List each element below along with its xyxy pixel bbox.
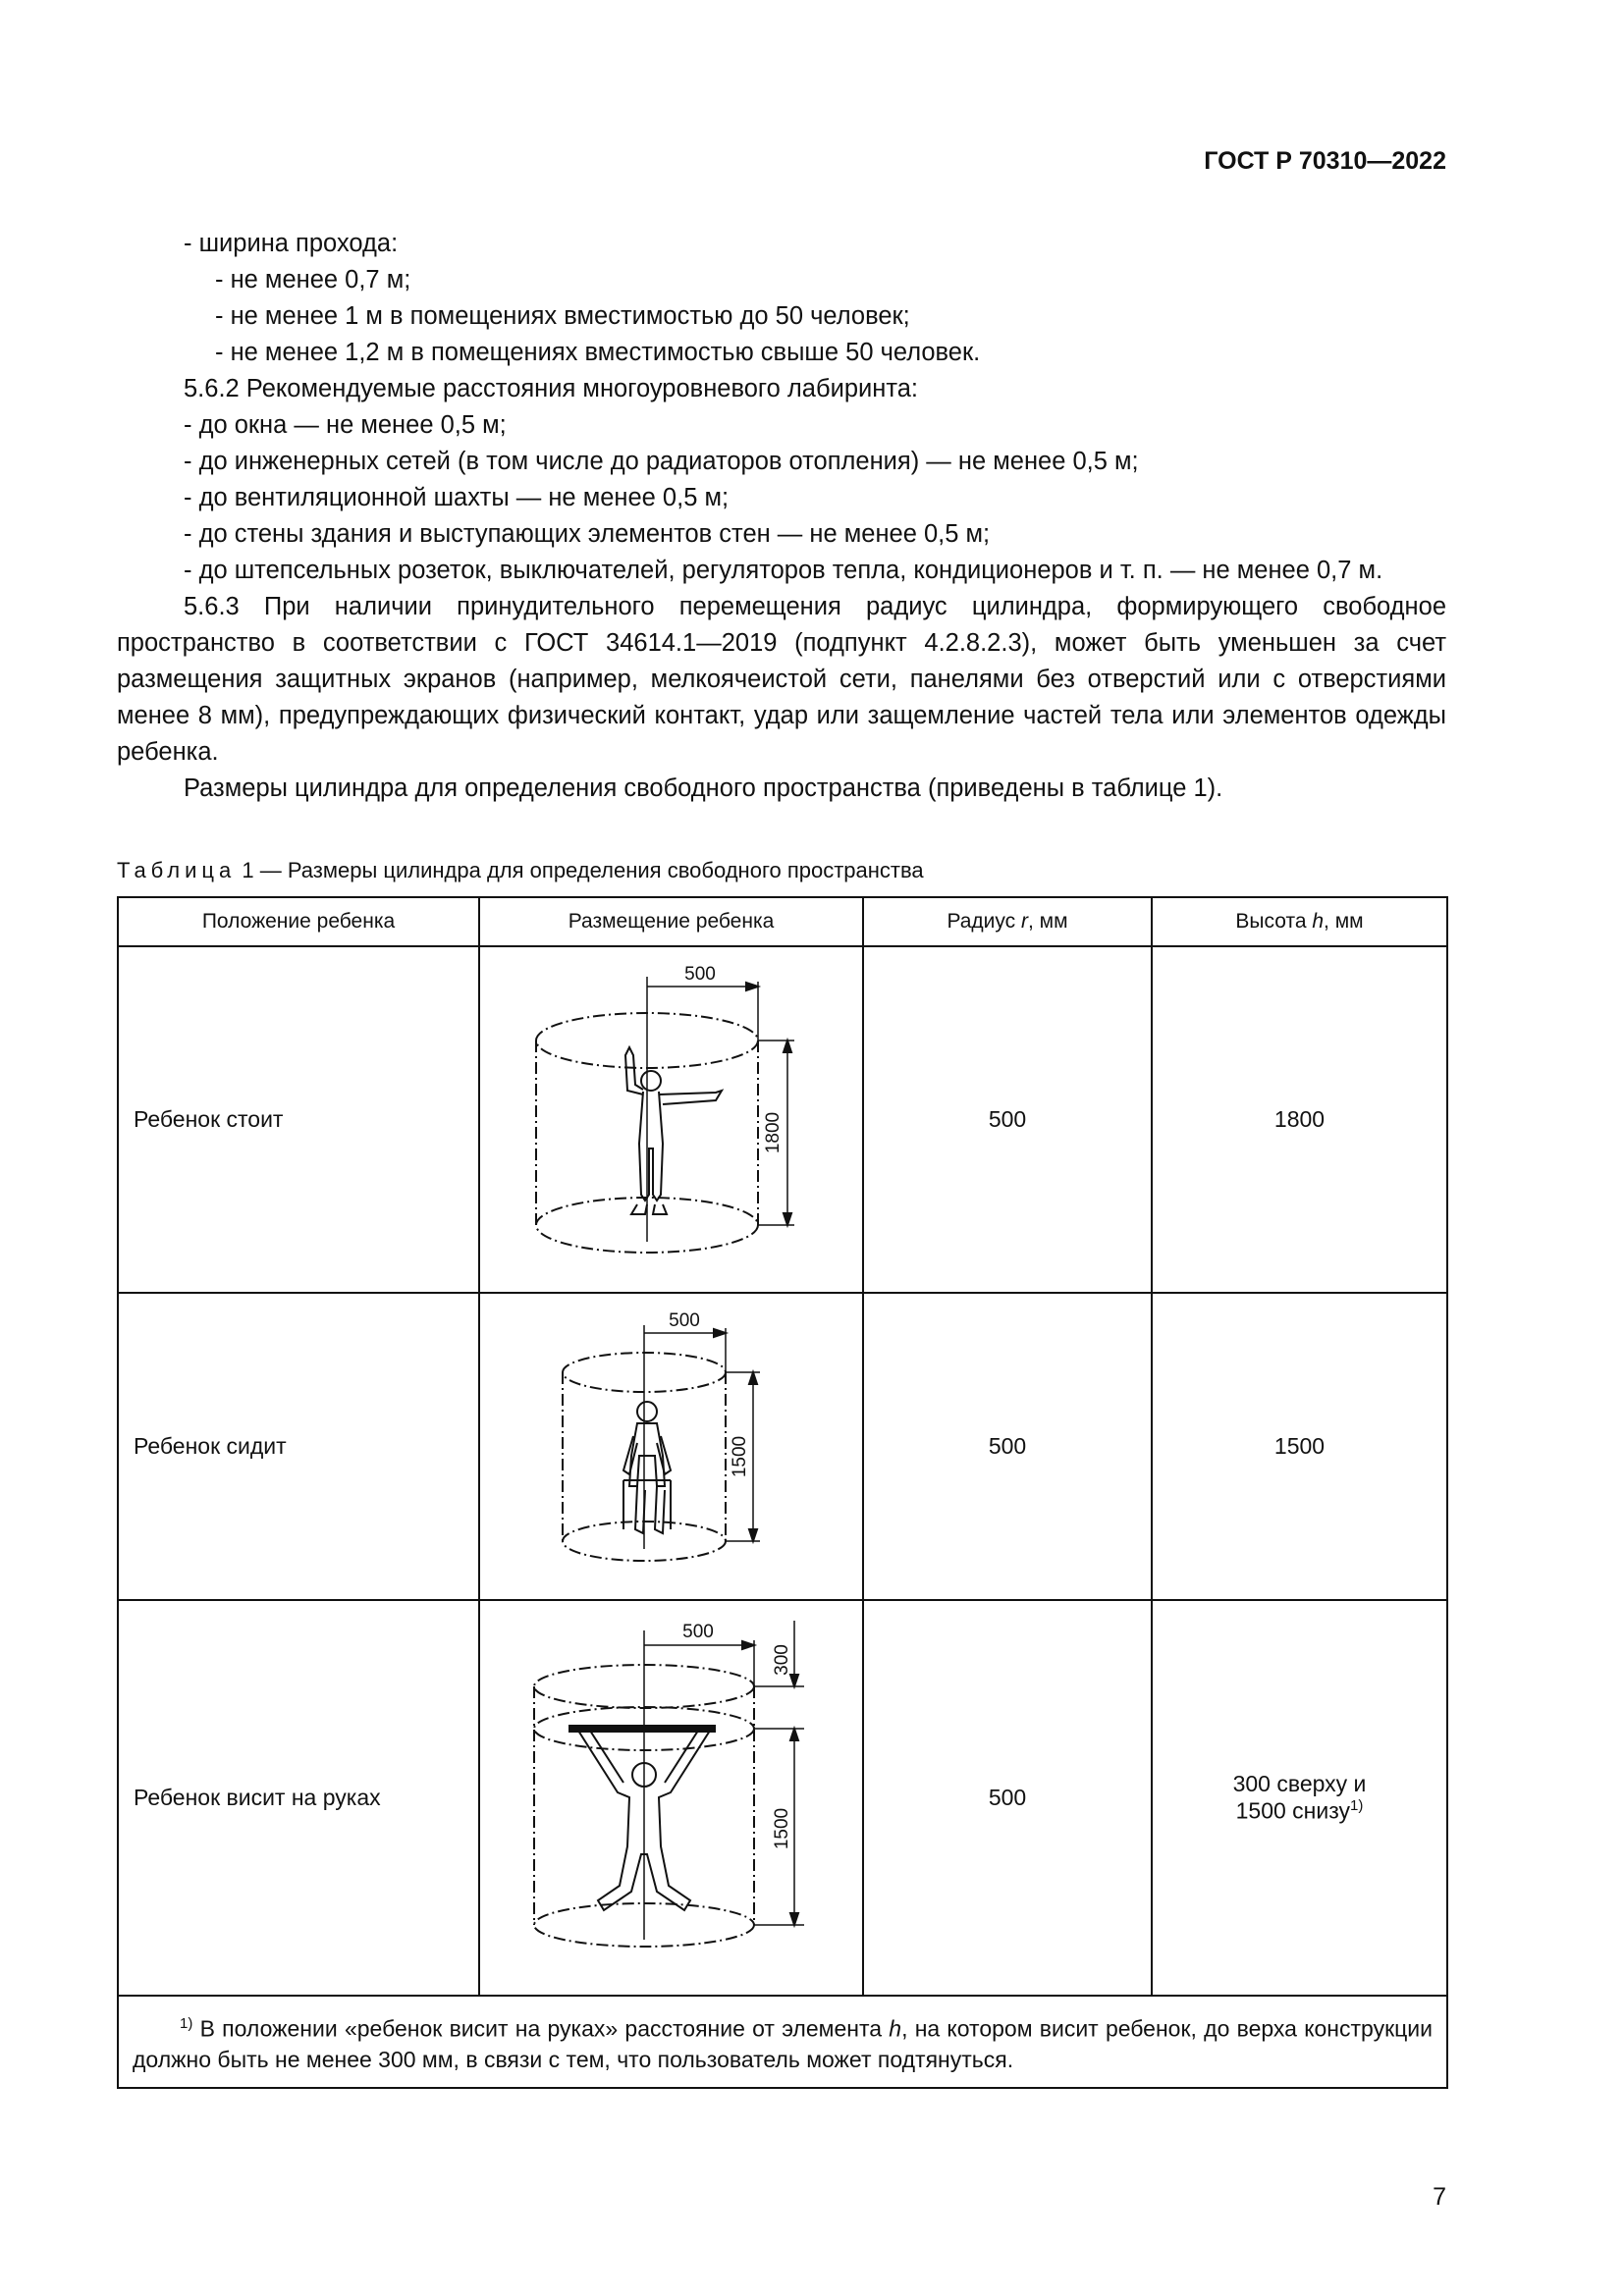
height-line-1: 300 сверху и	[1232, 1771, 1367, 1797]
cell-placement	[479, 1600, 863, 1996]
table-caption	[117, 858, 924, 883]
cell-radius: 500	[863, 1293, 1152, 1600]
table-row	[118, 1600, 1447, 1996]
dim-height-label: 1800	[763, 1111, 784, 1154]
list-item: - ширина прохода:	[184, 230, 399, 257]
cell-height: 1500	[1152, 1293, 1447, 1600]
table-caption-text: 1 — Размеры цилиндра для определения свободного пространства	[242, 858, 924, 882]
cell-position: Ребенок стоит	[118, 946, 479, 1293]
table-row	[118, 946, 1447, 1293]
cell-position: Ребенок сидит	[118, 1293, 479, 1600]
standing-child-cylinder-diagram	[480, 947, 864, 1286]
section-heading-5-6-2: 5.6.2 Рекомендуемые расстояния многоуровневого лабиринта:	[184, 375, 919, 402]
col-header-height: Высота h, мм	[1152, 897, 1447, 946]
paragraph-cylinder-sizes: Размеры цилиндра для определения свободного пространства (приведены в таблице 1).	[184, 774, 1223, 802]
cylinder-size-table	[117, 896, 1448, 2089]
footnote-ref: 1)	[1350, 1797, 1364, 1815]
table-caption-label: Таблица	[117, 858, 237, 882]
list-item: - до вентиляционной шахты — не менее 0,5 м;	[184, 484, 730, 511]
page-number: 7	[1433, 2183, 1446, 2211]
cell-radius: 500	[863, 1600, 1152, 1996]
dim-radius-label: 500	[682, 1622, 714, 1642]
footnote-mark: 1)	[180, 2014, 193, 2032]
height-line-2: 1500 снизу$^{1)}$	[1235, 1797, 1364, 1824]
dim-radius-label: 500	[684, 964, 716, 985]
cell-radius: 500	[863, 946, 1152, 1293]
cell-position: Ребенок висит на руках	[118, 1600, 479, 1996]
dim-height-label: 1500	[772, 1807, 792, 1850]
list-item: - до инженерных сетей (в том числе до радиаторов отопления) — не менее 0,5 м;	[184, 448, 1139, 475]
table-footnote: $^{1)}$ В положении «ребенок висит на руках» расстояние от элемента h, на котором висит ребенок, до верха конструкции должно быть не менее 300 мм, в связи с тем, что пользователь может подтянуться.	[118, 1996, 1447, 2088]
col-header-placement: Размещение ребенка	[479, 897, 863, 946]
dim-top-label: 300	[772, 1644, 792, 1676]
hanging-child-cylinder-diagram	[480, 1601, 864, 1989]
cell-placement	[479, 946, 863, 1293]
cell-placement	[479, 1293, 863, 1600]
col-header-radius: Радиус r, мм	[863, 897, 1152, 946]
list-item: - не менее 0,7 м;	[215, 266, 411, 294]
cell-height	[1152, 1600, 1447, 1996]
list-item: - до стены здания и выступающих элементов стен — не менее 0,5 м;	[184, 520, 991, 548]
list-item-wrapped: - до штепсельных розеток, выключателей, регуляторов тепла, кондиционеров и т. п. — не менее 0,7 м.	[184, 557, 1383, 584]
table-row	[118, 1293, 1447, 1600]
list-item: - до окна — не менее 0,5 м;	[184, 411, 507, 439]
dim-height-label: 1500	[730, 1435, 750, 1478]
dim-radius-label: 500	[669, 1310, 700, 1331]
list-item: - не менее 1 м в помещениях вместимостью до 50 человек;	[215, 302, 910, 330]
body-text	[117, 226, 1446, 807]
table-footnote-row	[118, 1996, 1447, 2088]
col-header-position: Положение ребенка	[118, 897, 479, 946]
paragraph-5-6-3: 5.6.3 При наличии принудительного перемещения радиус цилиндра, формирующего свободное пространство в соответствии с ГОСТ 34614.1—2019 (подпункт 4.2.8.2.3), может быть уменьшен за счет размещения защитных экранов (например, мелкоячеистой сети, панелями без отверстий или с отверстиями менее 8 мм), предупреждающих физический контакт, удар или защемление частей тела или элементов одежды ребенка.	[117, 593, 1446, 766]
cell-height: 1800	[1152, 946, 1447, 1293]
list-item: - не менее 1,2 м в помещениях вместимостью свыше 50 человек.	[215, 339, 981, 366]
table-header-row	[118, 897, 1447, 946]
sitting-child-cylinder-diagram	[480, 1294, 864, 1593]
standard-number: ГОСТ Р 70310—2022	[1204, 147, 1446, 175]
